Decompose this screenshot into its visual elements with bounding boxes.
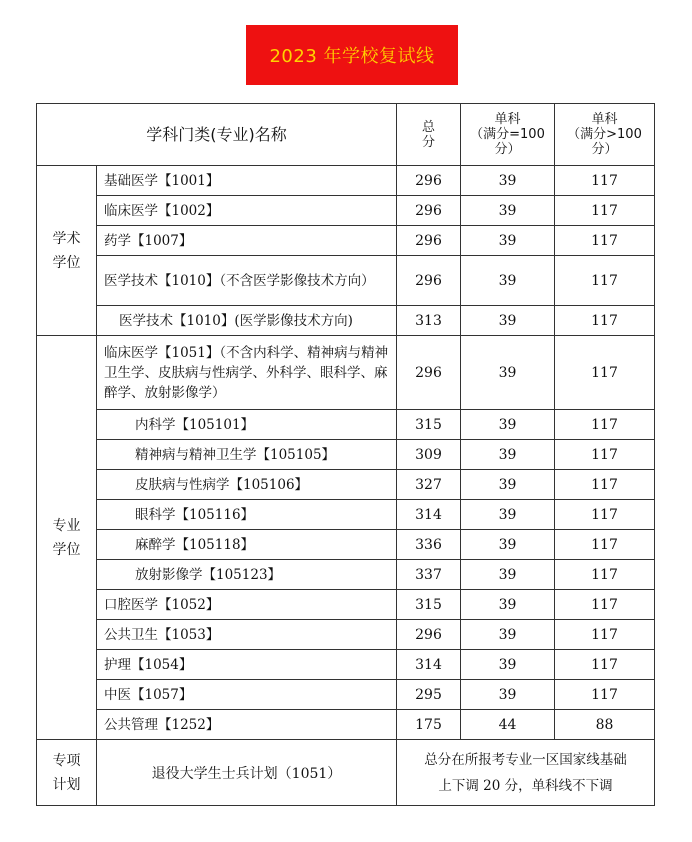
table-row <box>37 196 655 226</box>
header-single-100: 单科 （满分=100 分） <box>461 104 555 166</box>
row-single-100: 39 <box>461 620 555 650</box>
row-total: 337 <box>397 560 461 590</box>
table-row <box>37 256 655 306</box>
row-total: 313 <box>397 306 461 336</box>
row-single-gt100: 117 <box>555 196 655 226</box>
row-single-100: 39 <box>461 166 555 196</box>
row-total: 296 <box>397 196 461 226</box>
group-professional: 专业 学位 <box>37 336 97 740</box>
table-row <box>37 410 655 440</box>
special-plan-name: 退役大学生士兵计划（1051） <box>97 740 397 806</box>
row-name: 皮肤病与性病学【105106】 <box>97 470 397 500</box>
row-single-100: 39 <box>461 650 555 680</box>
row-total: 296 <box>397 166 461 196</box>
row-single-gt100: 117 <box>555 650 655 680</box>
row-name: 医学技术【1010】(医学影像技术方向) <box>97 306 397 336</box>
row-single-gt100: 117 <box>555 410 655 440</box>
row-name: 临床医学【1051】（不含内科学、精神病与精神卫生学、皮肤病与性病学、外科学、眼科学、麻醉学、放射影像学） <box>97 336 397 410</box>
row-single-100: 39 <box>461 410 555 440</box>
table-row <box>37 306 655 336</box>
score-table <box>36 103 655 806</box>
row-single-100: 44 <box>461 710 555 740</box>
row-name: 放射影像学【105123】 <box>97 560 397 590</box>
row-name: 护理【1054】 <box>97 650 397 680</box>
page-title: 2023 年学校复试线 <box>246 25 458 85</box>
row-single-gt100: 117 <box>555 440 655 470</box>
table-row <box>37 590 655 620</box>
row-single-gt100: 117 <box>555 590 655 620</box>
row-total: 315 <box>397 410 461 440</box>
row-single-100: 39 <box>461 440 555 470</box>
table-row <box>37 620 655 650</box>
row-single-gt100: 117 <box>555 306 655 336</box>
row-name: 临床医学【1002】 <box>97 196 397 226</box>
row-single-100: 39 <box>461 560 555 590</box>
row-name: 医学技术【1010】（不含医学影像技术方向） <box>97 256 397 306</box>
row-single-gt100: 117 <box>555 336 655 410</box>
table-row <box>37 710 655 740</box>
table-header-row <box>37 104 655 166</box>
table-row <box>37 226 655 256</box>
row-single-gt100: 117 <box>555 680 655 710</box>
special-plan-note: 总分在所报考专业一区国家线基础 上下调 20 分，单科线不下调 <box>397 740 655 806</box>
row-total: 314 <box>397 650 461 680</box>
row-name: 口腔医学【1052】 <box>97 590 397 620</box>
row-name: 麻醉学【105118】 <box>97 530 397 560</box>
header-name: 学科门类(专业)名称 <box>37 104 397 166</box>
special-plan-row <box>37 740 655 806</box>
table-row <box>37 440 655 470</box>
row-name: 中医【1057】 <box>97 680 397 710</box>
row-single-100: 39 <box>461 500 555 530</box>
row-name: 内科学【105101】 <box>97 410 397 440</box>
row-single-gt100: 117 <box>555 620 655 650</box>
row-single-gt100: 117 <box>555 256 655 306</box>
row-total: 296 <box>397 336 461 410</box>
row-total: 296 <box>397 620 461 650</box>
row-name: 药学【1007】 <box>97 226 397 256</box>
row-name: 眼科学【105116】 <box>97 500 397 530</box>
row-name: 公共卫生【1053】 <box>97 620 397 650</box>
row-total: 315 <box>397 590 461 620</box>
row-single-100: 39 <box>461 306 555 336</box>
group-academic: 学术 学位 <box>37 166 97 336</box>
row-total: 296 <box>397 256 461 306</box>
table-row <box>37 680 655 710</box>
table-row <box>37 530 655 560</box>
header-single-gt100: 单科 （满分>100 分） <box>555 104 655 166</box>
table-row <box>37 650 655 680</box>
row-single-gt100: 88 <box>555 710 655 740</box>
row-single-100: 39 <box>461 680 555 710</box>
row-single-gt100: 117 <box>555 500 655 530</box>
table-row <box>37 500 655 530</box>
row-single-gt100: 117 <box>555 530 655 560</box>
row-single-100: 39 <box>461 336 555 410</box>
row-single-100: 39 <box>461 226 555 256</box>
row-total: 295 <box>397 680 461 710</box>
row-single-100: 39 <box>461 470 555 500</box>
row-single-gt100: 117 <box>555 470 655 500</box>
row-single-100: 39 <box>461 590 555 620</box>
group-special: 专项 计划 <box>37 740 97 806</box>
table-row <box>37 336 655 410</box>
row-total: 327 <box>397 470 461 500</box>
row-name: 基础医学【1001】 <box>97 166 397 196</box>
row-total: 309 <box>397 440 461 470</box>
row-name: 公共管理【1252】 <box>97 710 397 740</box>
row-single-100: 39 <box>461 530 555 560</box>
row-single-100: 39 <box>461 196 555 226</box>
table-row <box>37 166 655 196</box>
row-total: 175 <box>397 710 461 740</box>
row-total: 336 <box>397 530 461 560</box>
table-row <box>37 470 655 500</box>
row-single-100: 39 <box>461 256 555 306</box>
table-row <box>37 560 655 590</box>
row-single-gt100: 117 <box>555 560 655 590</box>
row-total: 314 <box>397 500 461 530</box>
row-single-gt100: 117 <box>555 166 655 196</box>
header-total: 总 分 <box>397 104 461 166</box>
row-single-gt100: 117 <box>555 226 655 256</box>
row-total: 296 <box>397 226 461 256</box>
row-name: 精神病与精神卫生学【105105】 <box>97 440 397 470</box>
